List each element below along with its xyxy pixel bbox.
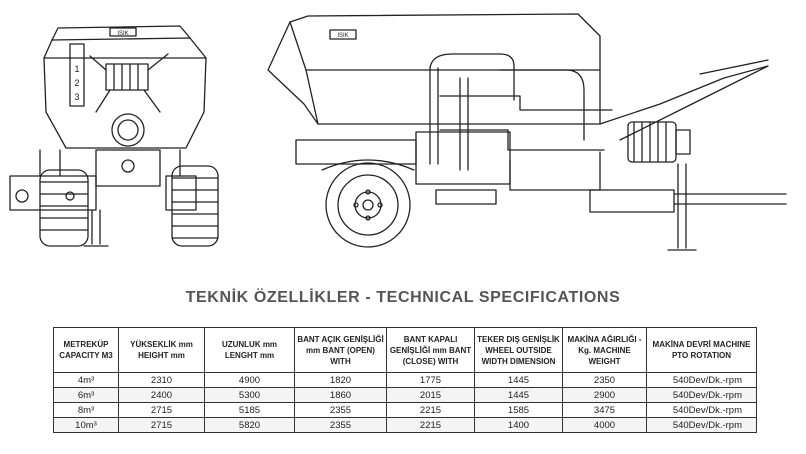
table-header-row bbox=[54, 328, 757, 373]
header-wheel-outside-width: TEKER DIŞ GENİŞLİK WHEEL OUTSIDE WIDTH DIMENSION bbox=[475, 328, 563, 373]
table-row bbox=[54, 403, 757, 418]
cell-length: 5185 bbox=[205, 403, 295, 418]
cell-pto-rotation: 540Dev/Dk.-rpm bbox=[647, 388, 757, 403]
gauge-mark-1: 1 bbox=[74, 64, 80, 74]
cell-wheel-outside-width: 1400 bbox=[475, 418, 563, 433]
gauge-mark-3: 3 bbox=[74, 92, 80, 102]
cell-belt-open-width: 2355 bbox=[295, 418, 387, 433]
cell-machine-weight: 2900 bbox=[563, 388, 647, 403]
header-belt-open-width: BANT AÇIK GENİŞLİĞİ mm BANT (OPEN) WITH bbox=[295, 328, 387, 373]
header-machine-weight: MAKİNA AĞIRLIĞI - Kg. MACHINE WEIGHT bbox=[563, 328, 647, 373]
cell-capacity: 4m³ bbox=[54, 373, 119, 388]
front-logo-text: ISIK bbox=[117, 31, 129, 37]
header-pto-rotation: MAKİNA DEVRİ MACHINE PTO ROTATION bbox=[647, 328, 757, 373]
cell-capacity: 10m³ bbox=[54, 418, 119, 433]
header-height: YÜKSEKLİK mm HEIGHT mm bbox=[119, 328, 205, 373]
front-view-drawing bbox=[10, 26, 218, 246]
cell-belt-open-width: 2355 bbox=[295, 403, 387, 418]
cell-pto-rotation: 540Dev/Dk.-rpm bbox=[647, 403, 757, 418]
cell-length: 5820 bbox=[205, 418, 295, 433]
cell-height: 2310 bbox=[119, 373, 205, 388]
gauge-mark-2: 2 bbox=[74, 78, 80, 88]
cell-belt-open-width: 1860 bbox=[295, 388, 387, 403]
cell-capacity: 8m³ bbox=[54, 403, 119, 418]
cell-machine-weight: 4000 bbox=[563, 418, 647, 433]
cell-height: 2715 bbox=[119, 403, 205, 418]
cell-length: 5300 bbox=[205, 388, 295, 403]
cell-height: 2400 bbox=[119, 388, 205, 403]
table-row bbox=[54, 418, 757, 433]
table-row bbox=[54, 388, 757, 403]
page-title: TEKNİK ÖZELLİKLER - TECHNICAL SPECIFICATIONS bbox=[185, 289, 621, 306]
cell-belt-closed-width: 1775 bbox=[387, 373, 475, 388]
header-capacity: METREKÜP CAPACITY M3 bbox=[54, 328, 119, 373]
cell-belt-closed-width: 2215 bbox=[387, 403, 475, 418]
cell-length: 4900 bbox=[205, 373, 295, 388]
header-belt-closed-width: BANT KAPALI GENİŞLİĞİ mm BANT (CLOSE) WITH bbox=[387, 328, 475, 373]
side-view-drawing bbox=[268, 14, 786, 250]
header-length: UZUNLUK mm LENGHT mm bbox=[205, 328, 295, 373]
cell-machine-weight: 2350 bbox=[563, 373, 647, 388]
cell-pto-rotation: 540Dev/Dk.-rpm bbox=[647, 418, 757, 433]
side-logo-text: ISIK bbox=[337, 33, 349, 39]
table-row bbox=[54, 373, 757, 388]
technical-specifications-table bbox=[53, 327, 757, 433]
cell-belt-open-width: 1820 bbox=[295, 373, 387, 388]
cell-height: 2715 bbox=[119, 418, 205, 433]
cell-belt-closed-width: 2215 bbox=[387, 418, 475, 433]
cell-capacity: 6m³ bbox=[54, 388, 119, 403]
cell-wheel-outside-width: 1585 bbox=[475, 403, 563, 418]
cell-machine-weight: 3475 bbox=[563, 403, 647, 418]
cell-wheel-outside-width: 1445 bbox=[475, 373, 563, 388]
cell-belt-closed-width: 2015 bbox=[387, 388, 475, 403]
cell-wheel-outside-width: 1445 bbox=[475, 388, 563, 403]
cell-pto-rotation: 540Dev/Dk.-rpm bbox=[647, 373, 757, 388]
